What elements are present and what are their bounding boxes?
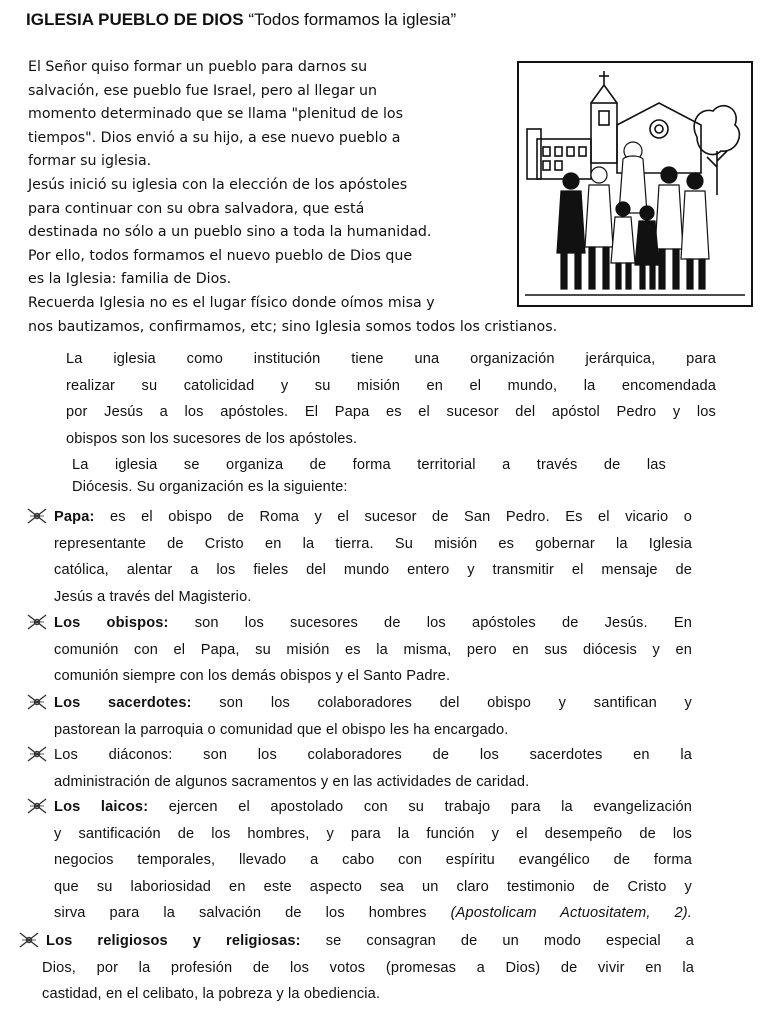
intro-line: Jesús inició su iglesia con la elección de los apóstoles: [28, 176, 408, 193]
intro-line: destinada no sólo a un pueblo sino a toda la humanidad.: [28, 224, 432, 241]
item-term: Los obispos:: [54, 615, 169, 631]
item-term: Los sacerdotes:: [54, 695, 192, 711]
crossed-stars-icon: [26, 745, 48, 763]
institution-line: La iglesia como institución tiene una organización jerárquica, para: [66, 351, 716, 367]
intro-line: Por ello, todos formamos el nuevo pueblo de Dios que: [28, 247, 413, 264]
organization-line: La iglesia se organiza de forma territorial a través de las: [72, 457, 666, 473]
item-line: que su laboriosidad en este aspecto sea un claro testimonio de Cristo y: [54, 878, 692, 895]
item-line: pastorean la parroquia o comunidad que el obispo les ha encargado.: [54, 721, 509, 738]
organization-intro: [72, 454, 666, 498]
church-community-illustration: [517, 61, 753, 307]
crossed-stars-icon: [26, 693, 48, 711]
item-line: y santificación de los hombres, y para la función y el desempeño de los: [54, 825, 692, 842]
list-item-sacerdotes: [26, 690, 692, 743]
item-term: Los laicos:: [54, 799, 149, 815]
item-term: Papa:: [54, 509, 95, 525]
item-line: se consagran de un modo especial a: [325, 933, 694, 949]
intro-line: momento determinado que se llama "plenitud de los: [28, 106, 403, 123]
page-title: [26, 8, 746, 32]
crossed-stars-icon: [18, 931, 40, 949]
item-line: Jesús a través del Magisterio.: [54, 588, 252, 605]
intro-line: El Señor quiso formar un pueblo para darnos su: [28, 59, 368, 75]
item-line: son los sucesores de los apóstoles de Jesús. En: [194, 615, 692, 631]
list-item-religiosos: [18, 928, 694, 1008]
item-line: son los colaboradores de los sacerdotes en la: [203, 747, 692, 763]
crossed-stars-icon: [26, 797, 48, 815]
intro-line: formar su iglesia.: [28, 153, 152, 170]
item-line: católica, alentar a los fieles del mundo entero y transmitir el mensaje de: [54, 562, 692, 578]
institution-paragraph: [66, 346, 716, 452]
item-reference: (Apostolicam Actuositatem, 2).: [450, 905, 692, 921]
item-line: administración de algunos sacramentos y en las actividades de caridad.: [54, 773, 530, 790]
intro-line: salvación, ese pueblo fue Israel, pero al llegar un: [28, 82, 378, 99]
item-term: Los religiosos y religiosas:: [46, 933, 301, 949]
item-line: son los colaboradores del obispo y santifican y: [219, 695, 692, 711]
list-item-diaconos: [26, 742, 692, 795]
item-term: Los diáconos:: [54, 747, 173, 763]
crossed-stars-icon: [26, 613, 48, 631]
crossed-stars-icon: [26, 507, 48, 525]
intro-line: Recuerda Iglesia no es el lugar físico donde oímos misa y: [28, 294, 435, 311]
item-line: representante de Cristo en la tierra. Su misión es gobernar la Iglesia: [54, 535, 692, 552]
title-quote: “Todos formamos la iglesia”: [248, 10, 457, 29]
intro-line: es la Iglesia: familia de Dios.: [28, 271, 232, 288]
institution-line: obispos son los sucesores de los apóstoles.: [66, 430, 358, 447]
institution-line: realizar su catolicidad y su misión en el mundo, la encomendada: [66, 377, 716, 394]
item-line: es el obispo de Roma y el sucesor de San Pedro. Es el vicario o: [109, 509, 692, 525]
item-line: sirva para la salvación de los hombres: [54, 905, 427, 921]
institution-line: por Jesús a los apóstoles. El Papa es el sucesor del apóstol Pedro y los: [66, 404, 716, 420]
church-community-icon: [519, 63, 751, 305]
item-line: castidad, en el celibato, la pobreza y la obediencia.: [42, 986, 381, 1002]
item-line: comunión siempre con los demás obispos y el Santo Padre.: [54, 668, 451, 684]
list-item-papa: [26, 504, 692, 610]
item-line: ejercen el apostolado con su trabajo para la evangelización: [168, 799, 692, 815]
intro-line: para continuar con su obra salvadora, que está: [28, 200, 365, 217]
organization-line: Diócesis. Su organización es la siguiente:: [72, 479, 348, 495]
intro-line: nos bautizamos, confirmamos, etc; sino Iglesia somos todos los cristianos.: [28, 318, 558, 335]
item-line: comunión con el Papa, su misión es la misma, pero en sus diócesis y en: [54, 641, 692, 658]
intro-line: tiempos". Dios envió a su hijo, a ese nuevo pueblo a: [28, 129, 401, 146]
list-item-laicos: [26, 794, 692, 927]
item-line: Dios, por la profesión de los votos (promesas a Dios) de vivir en la: [42, 959, 694, 976]
item-line: negocios temporales, llevado a cabo con espíritu evangélico de forma: [54, 852, 692, 868]
title-main: IGLESIA PUEBLO DE DIOS: [26, 10, 244, 29]
list-item-obispos: [26, 610, 692, 690]
